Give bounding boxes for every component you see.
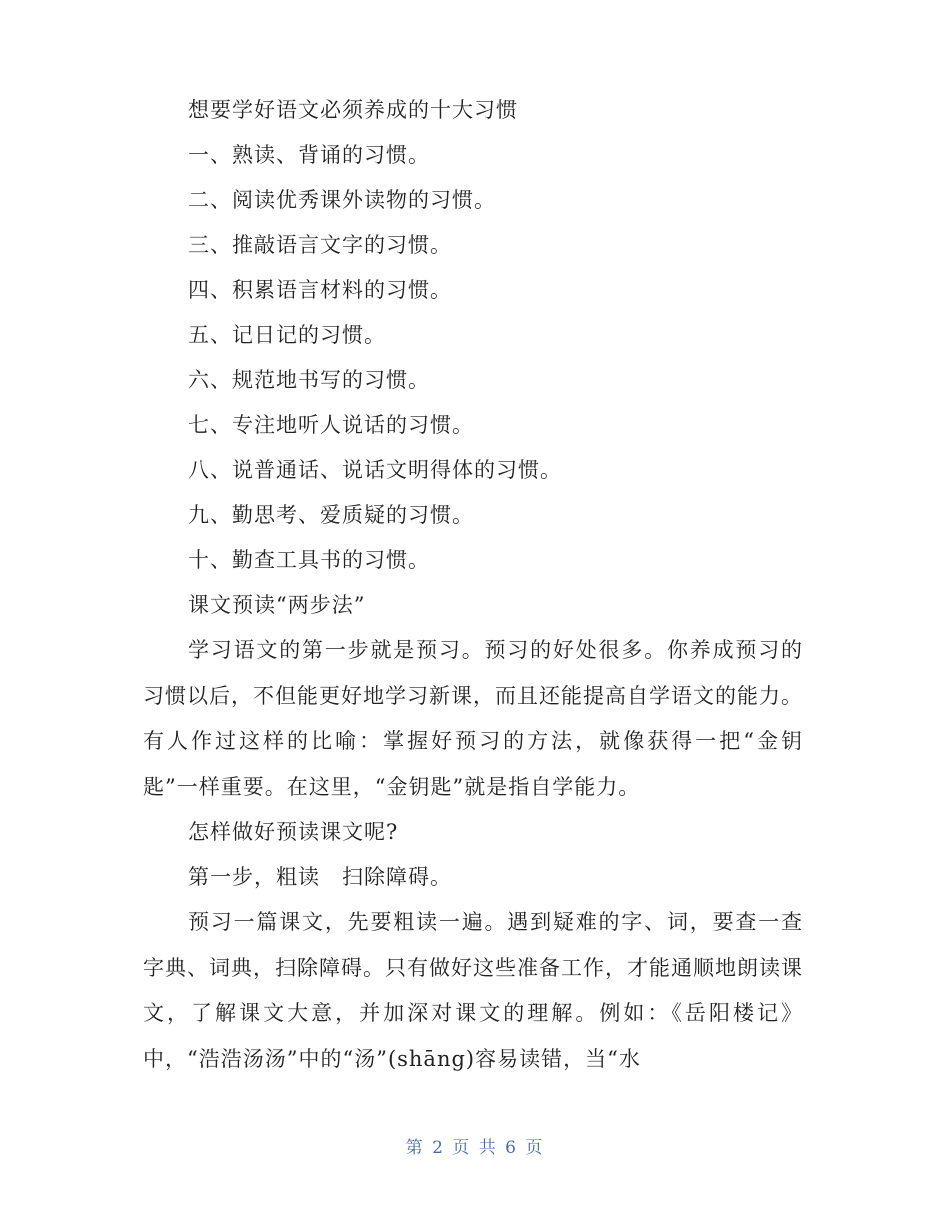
- page-number-footer: 第 2 页 共 6 页: [405, 1138, 545, 1158]
- habit-item: 六、规范地书写的习惯。: [188, 368, 430, 392]
- habit-item: 五、记日记的习惯。: [188, 323, 386, 347]
- habit-item: 七、专注地听人说话的习惯。: [188, 413, 474, 437]
- habit-item: 十、勤查工具书的习惯。: [188, 548, 430, 572]
- habit-item: 九、勤思考、爱质疑的习惯。: [188, 503, 474, 527]
- habit-item: 一、熟读、背诵的习惯。: [188, 143, 430, 167]
- section-title: 课文预读“两步法”: [188, 593, 366, 617]
- habit-item: 八、说普通话、说话文明得体的习惯。: [188, 458, 562, 482]
- habit-item: 二、阅读优秀课外读物的习惯。: [188, 188, 496, 212]
- step-one-heading: 第一步，粗读 扫除障碍。: [188, 865, 452, 889]
- step-one-paragraph: 预习一篇课文，先要粗读一遍。遇到疑难的字、词，要查一查字典、词典，扫除障碍。只有做好这些准备工作，才能通顺地朗读课文，了解课文大意，并加深对课文的理解。例如：《岳阳楼记》中，“浩浩汤汤”中的“汤”(shāng)容易读错，当“水: [143, 910, 803, 1071]
- question-line: 怎样做好预读课文呢?: [188, 820, 399, 844]
- habit-item: 三、推敲语言文字的习惯。: [188, 233, 452, 257]
- habit-item: 四、积累语言材料的习惯。: [188, 278, 452, 302]
- document-title: 想要学好语文必须养成的十大习惯: [188, 98, 518, 122]
- habit-list: [143, 133, 803, 583]
- document-body: [143, 88, 803, 1082]
- intro-paragraph: 学习语文的第一步就是预习。预习的好处很多。你养成预习的习惯以后，不但能更好地学习新课，而且还能提高自学语文的能力。有人作过这样的比喻：掌握好预习的方法，就像获得一把“金钥匙”一样重要。在这里，“金钥匙”就是指自学能力。: [143, 638, 803, 799]
